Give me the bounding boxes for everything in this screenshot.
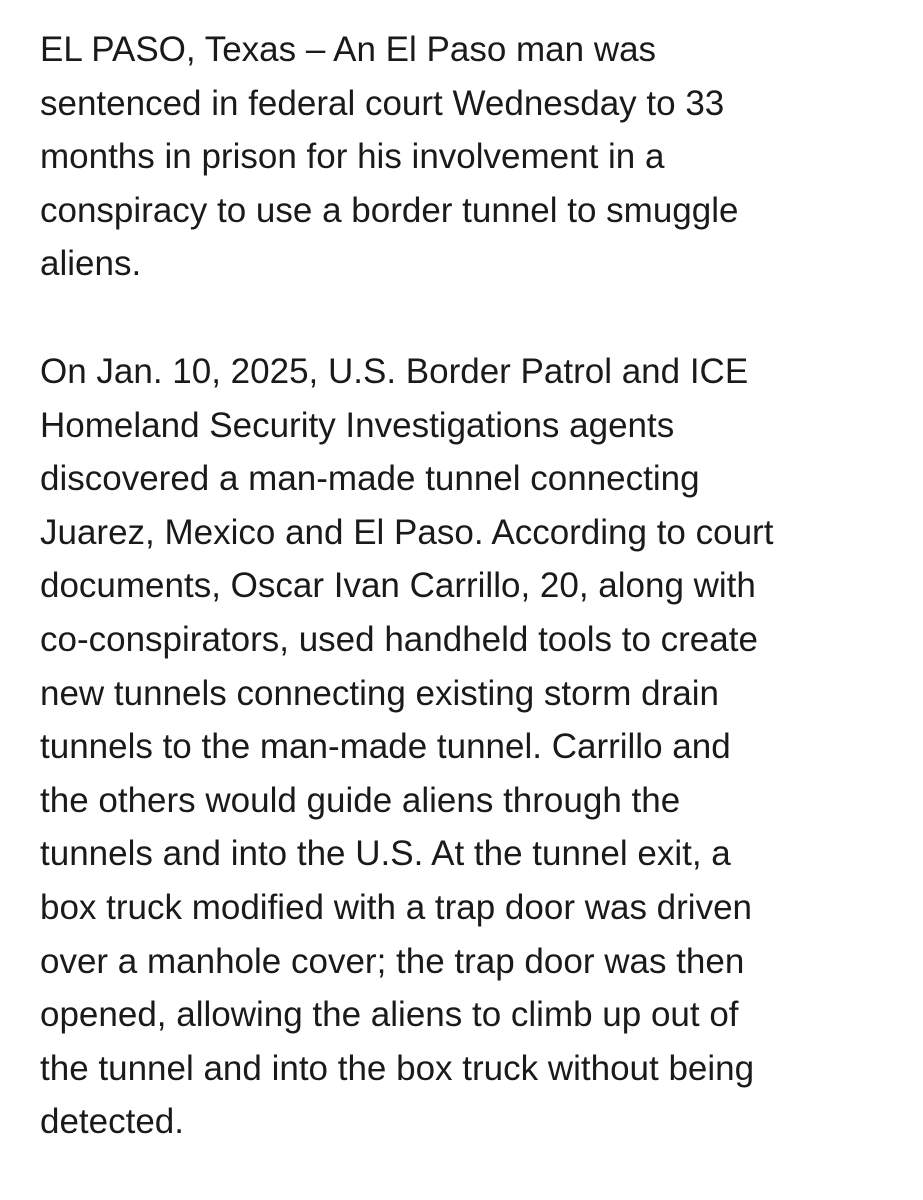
text-line: tunnels to the man-made tunnel. Carrillo and	[40, 727, 731, 767]
article-body	[40, 23, 885, 1149]
text-line: Homeland Security Investigations agents	[40, 405, 675, 445]
paragraph-spacer	[40, 291, 885, 345]
text-line: discovered a man-made tunnel connecting	[40, 459, 700, 499]
text-line: new tunnels connecting existing storm drain	[40, 673, 719, 713]
text-line: the others would guide aliens through the	[40, 780, 681, 820]
text-line: box truck modified with a trap door was driven	[40, 887, 752, 927]
text-line: co-conspirators, used handheld tools to create	[40, 619, 758, 659]
text-line: EL PASO, Texas – An El Paso man was	[40, 30, 657, 69]
text-line: aliens.	[40, 244, 142, 284]
text-line: tunnels and into the U.S. At the tunnel exit, a	[40, 834, 731, 874]
text-line: the tunnel and into the box truck without being	[40, 1048, 755, 1088]
text-line: sentenced in federal court Wednesday to 33	[40, 83, 725, 123]
text-line: Juarez, Mexico and El Paso. According to court	[40, 512, 774, 552]
text-line: months in prison for his involvement in a	[40, 137, 665, 177]
paragraph-2	[40, 345, 885, 1149]
text-line: opened, allowing the aliens to climb up out of	[40, 995, 739, 1035]
text-line: conspiracy to use a border tunnel to smuggle	[40, 190, 739, 230]
text-line: documents, Oscar Ivan Carrillo, 20, along with	[40, 566, 756, 606]
paragraph-1	[40, 23, 885, 291]
text-line: On Jan. 10, 2025, U.S. Border Patrol and ICE	[40, 351, 749, 391]
text-line: detected.	[40, 1102, 184, 1142]
text-line: over a manhole cover; the trap door was then	[40, 941, 745, 981]
